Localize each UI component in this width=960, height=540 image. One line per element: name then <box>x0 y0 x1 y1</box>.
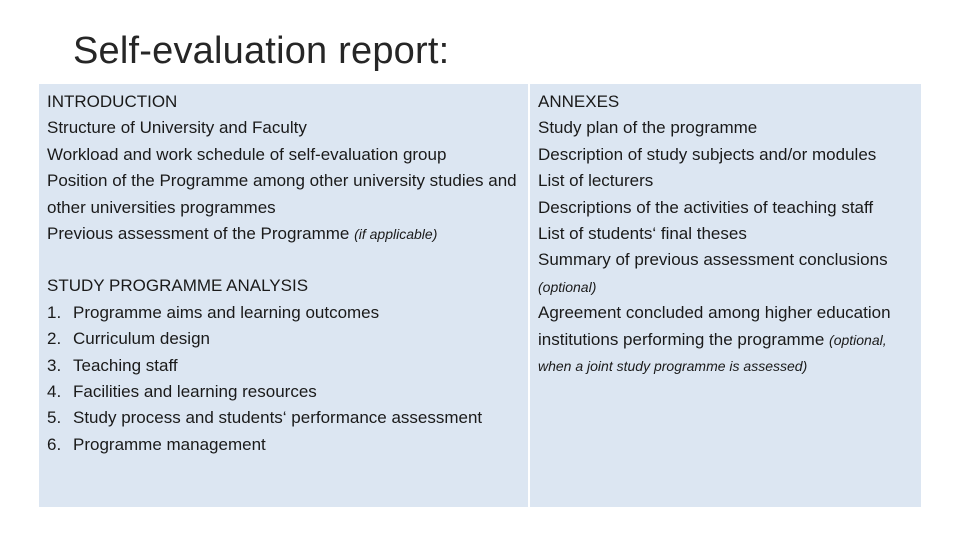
intro-item: Position of the Programme among other university studies and other universities programmes <box>47 171 517 217</box>
summary-note: (optional) <box>538 278 597 295</box>
agreement-note: (optional, when a joint study programme is assessed) <box>538 331 887 375</box>
analysis-heading: STUDY PROGRAMME ANALYSIS <box>47 276 309 296</box>
page-title: Self-evaluation report: <box>73 30 450 72</box>
annex-item: Study plan of the programme <box>538 118 758 138</box>
analysis-item <box>47 300 520 326</box>
agreement-text: Agreement concluded among higher education institutions performing the programme <box>538 303 891 349</box>
analysis-item-text: Teaching staff <box>73 355 178 375</box>
analysis-item-text: Curriculum design <box>73 329 210 349</box>
analysis-item-number: 4. <box>47 382 62 402</box>
report-table <box>39 84 921 507</box>
introduction-heading: INTRODUCTION <box>47 92 178 111</box>
right-column <box>530 84 921 507</box>
analysis-item <box>47 379 520 405</box>
analysis-item-number: 6. <box>47 434 62 454</box>
agreement-item <box>538 300 913 379</box>
analysis-item-text: Programme aims and learning outcomes <box>73 302 380 322</box>
summary-item <box>538 247 913 300</box>
annex-item: List of lecturers <box>538 171 654 191</box>
analysis-item-text: Study process and students‘ performance assessment <box>73 408 483 428</box>
analysis-item-number: 3. <box>47 355 62 375</box>
analysis-item-text: Facilities and learning resources <box>73 382 317 402</box>
analysis-item-number: 5. <box>47 408 62 428</box>
analysis-item <box>47 326 520 352</box>
analysis-item <box>47 432 520 458</box>
analysis-item-text: Programme management <box>73 434 266 454</box>
previous-assessment-text: Previous assessment of the Programme <box>47 224 350 244</box>
analysis-item <box>47 405 520 431</box>
intro-item: Structure of University and Faculty <box>47 118 307 138</box>
analysis-list <box>47 300 520 458</box>
annexes-heading: ANNEXES <box>538 92 620 111</box>
analysis-item <box>47 353 520 379</box>
intro-item: Workload and work schedule of self-evaluation group <box>47 144 447 164</box>
summary-text: Summary of previous assessment conclusions <box>538 250 888 270</box>
analysis-item-number: 1. <box>47 302 62 322</box>
previous-assessment-note: (if applicable) <box>354 226 438 243</box>
annex-item: Description of study subjects and/or modules <box>538 144 877 164</box>
annex-item: List of students‘ final theses <box>538 224 747 244</box>
annex-item: Descriptions of the activities of teaching staff <box>538 197 874 217</box>
analysis-item-number: 2. <box>47 329 62 349</box>
left-column <box>39 84 528 507</box>
previous-assessment-item <box>47 221 520 247</box>
